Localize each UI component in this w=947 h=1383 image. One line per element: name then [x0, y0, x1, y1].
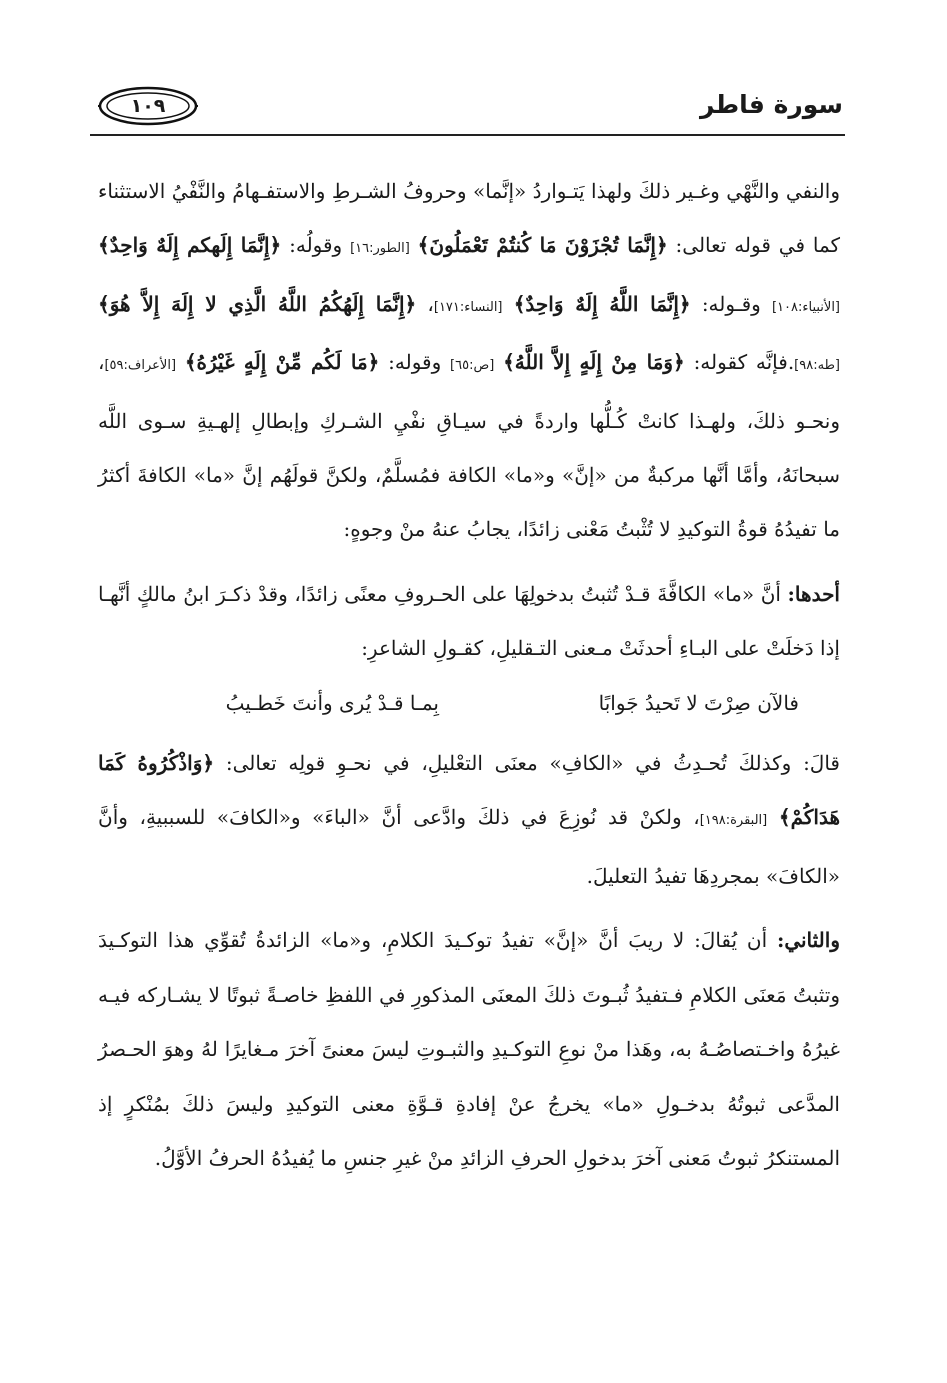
point-lead: والثاني: [776, 928, 840, 953]
quran-verse: ﴿إِنَّمَا اللَّهُ إِلَهٌ وَاحِدٌ﴾ [513, 291, 691, 316]
text-run: وقـوله: [690, 291, 772, 316]
quran-verse: ﴿إِنَّمَا إِلَهكم إِلَهٌ وَاحِدٌ﴾ [98, 233, 282, 258]
paragraph-2 [98, 567, 840, 676]
text-run: والنفي والنَّهْي وغـير ذلكَ ولهذا يَتـواردُ «إنَّما» وحروفُ الشـرطِ والاستفـهامُ والنَّفْيُ الاستثناء كما في قوله تعالى: [98, 179, 841, 258]
quran-verse: ﴿مَا لَكُم مِّنْ إِلَهٍ غَيْرُهُ﴾ [184, 350, 380, 375]
poem-second-hemistich: بِمـا قـدْ يُرى وأنتَ خَطـيبُ [225, 690, 439, 715]
page-body [98, 164, 840, 1185]
quran-verse: ﴿إِنَّمَا إِلَهُكُمُ اللَّهُ الَّذِي لا إِلَهَ إِلاَّ هُوَ﴾ [98, 291, 417, 316]
point-lead: أحدها: [787, 581, 840, 606]
paragraph-4 [98, 913, 840, 1185]
paragraph-1 [98, 164, 840, 557]
quran-verse: ﴿إِنَّمَا تُجْزَوْنَ مَا كُنتُمْ تَعْمَلُونَ﴾ [417, 233, 668, 258]
paragraph-3 [98, 736, 840, 903]
text-run: .فإنَّه كقوله: [684, 350, 795, 375]
verse-reference: [طه:٩٨] [794, 358, 840, 374]
text-run: وقوله: [379, 350, 451, 375]
surah-title: سورة فاطر [700, 90, 843, 119]
text-run: أنَّ «ما» الكافَّةَ قـدْ تُثبتُ بدخولِهَا على الحـروفِ معنًى زائدًا، وقدْ ذكـرَ ابنُ مالكٍ أنَّهـا إذا دَخلَتْ على البـاءِ أحدثَتْ مـعنى التـقليلِ، كقـولِ الشاعرِ: [98, 581, 840, 661]
page-header [90, 82, 845, 136]
text-run: وقولُه: [281, 233, 351, 258]
verse-reference: [الطور:١٦] [350, 241, 410, 257]
verse-reference: [الأعراف:٥٩] [104, 358, 177, 374]
verse-reference: [النساء:١٧١] [433, 299, 503, 315]
page-number: ١٠٩ [130, 95, 166, 117]
text-run: ، [416, 291, 434, 316]
verse-reference: [البقرة:١٩٨] [699, 813, 768, 829]
quran-verse: ﴿وَاذْكُرُوهُ كَمَا هَدَاكُمْ﴾ [98, 751, 841, 830]
poem-verse [98, 676, 840, 730]
verse-reference: [ص:٦٥] [450, 358, 495, 374]
poem-first-hemistich: فالآن صِرْتَ لا تَحيدُ جَوابًا [598, 690, 799, 715]
text-run: أن يُقالَ: لا ريبَ أنَّ «إنَّ» تفيدُ توكـيدَ الكلامِ، و«ما» الزائدةُ تُقوِّي هذا التوكـيدَ وتثبتُ مَعنَى الكلامِ فـتفيدُ ثُبـوتَ ذلكَ المعنَى المذكورِ في اللفظِ خاصـةً ثبوتًا لا يشـاركه فيـه غيرُهُ واخـتصاصُـهُ به، وهَذا منْ نوعِ التوكـيدِ والثبـوتِ ليسَ معنىً آخرَ مـغايرًا لهُ وهوَ الحـصرُ المدَّعى ثبوتُهُ بدخـولِ «ما» يخرجُ عنْ إفادةِ قـوَّةِ معنى التوكيدِ وليسَ ذلكَ بمُنْكرٍ إذ المستنكرُ ثبوتُ مَعنى آخرَ بدخولِ الحرفِ الزائدِ منْ غيرِ جنسِ ما يُفيدُهُ الحرفُ الأوَّلُ. [98, 928, 840, 1170]
quran-verse: ﴿وَمَا مِنْ إِلَهٍ إِلاَّ اللَّهُ﴾ [503, 350, 685, 375]
text-run: قالَ: وكذلكَ تُحـدِثُ في «الكافِ» معنَى التعْليلِ، في نحـوِ قولِه تعالى: [214, 751, 840, 776]
text-run: ، ونحـو ذلكَ، ولهـذا كانتْ كُـلُّها واردةً في سيـاقِ نفْيِ الشـركِ وإبطالِ إلهـيةِ سـوى اللَّه سبحانَهُ، وأمَّا أنَّها مركبةٌ من «إنَّ» و«ما» الكافة فمُسلَّمٌ، ولكنَّ قولَهُم إنَّ «ما» الكافةَ أكثرُ ما تفيدُهُ قوةُ التوكيدِ لا تُثْبتُ مَعْنى زائدًا، يجابُ عنهُ منْ وجوهٍ: [98, 350, 840, 542]
verse-reference: [الأنبياء:١٠٨] [771, 299, 840, 315]
text-run: ، ولكنْ قد نُوزِعَ في ذلكَ وادَّعى أنَّ «الباءَ» و«الكافَ» للسببيةِ، وأنَّ «الكافَ» بمجردِهَا تفيدُ التعليلَ. [98, 805, 840, 888]
page-number-badge [98, 86, 198, 126]
